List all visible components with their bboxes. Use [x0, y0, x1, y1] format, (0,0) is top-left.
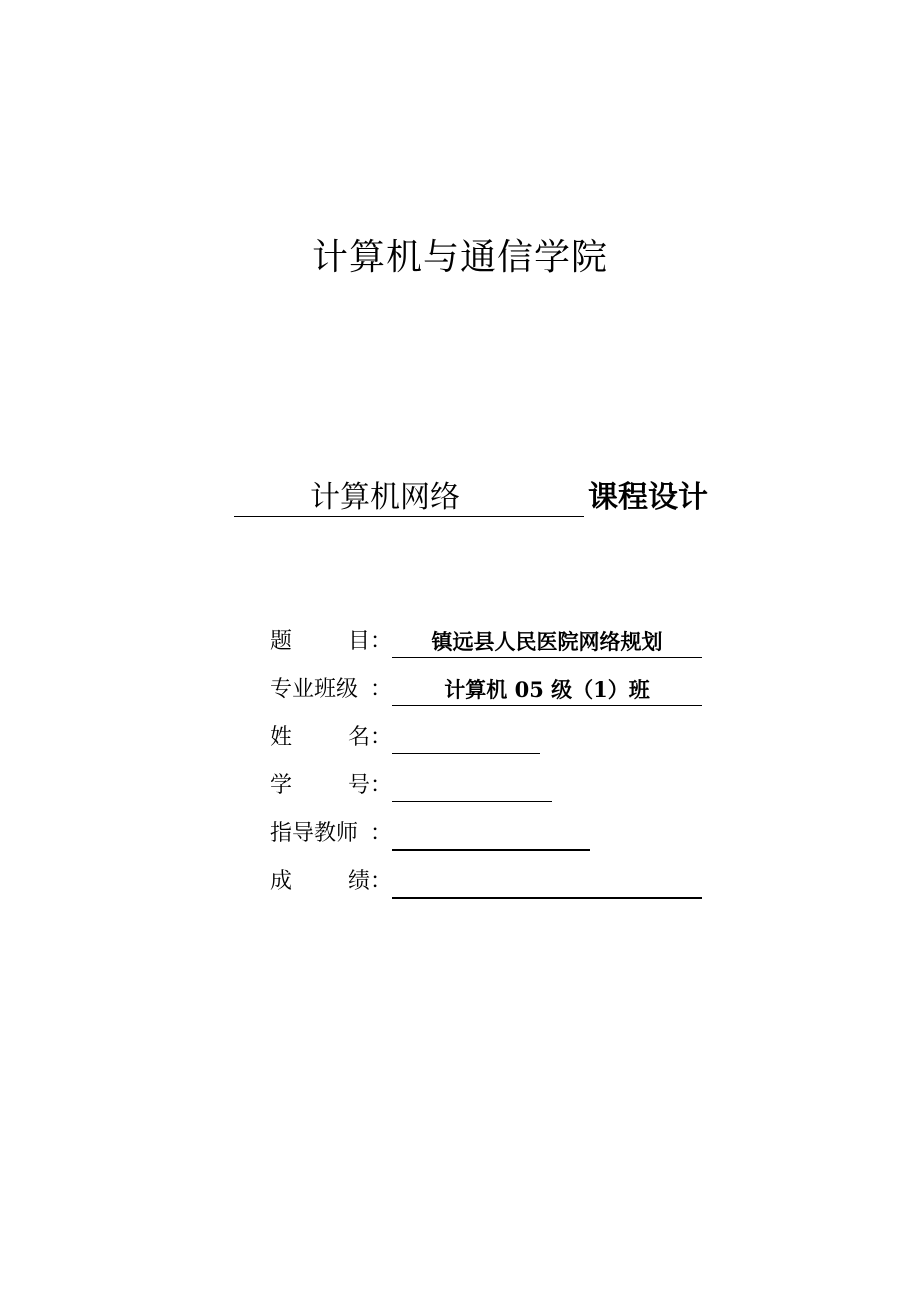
- course-name-blank: [234, 476, 584, 517]
- name-colon: ：: [370, 725, 393, 750]
- student-id-row: [270, 769, 710, 803]
- topic-colon: ：: [370, 629, 393, 654]
- advisor-row: [270, 817, 710, 851]
- class-label: 专业班级: [270, 677, 359, 702]
- name-label: 姓 名: [270, 725, 370, 750]
- grade-row: [270, 865, 710, 899]
- topic-row: [270, 625, 710, 659]
- advisor-label: 指导教师: [270, 821, 359, 846]
- name-blank: [392, 721, 540, 754]
- grade-colon: ：: [370, 869, 393, 894]
- grade-label: 成 绩: [270, 869, 370, 894]
- course-design-title: [234, 476, 734, 520]
- class-colon: ：: [370, 677, 393, 702]
- course-name: 计算机网络: [310, 480, 460, 515]
- course-design-suffix: 课程设计: [588, 480, 708, 515]
- topic-value: 镇远县人民医院网络规划: [392, 625, 702, 658]
- student-id-blank: [392, 769, 552, 802]
- college-name: 计算机与通信学院: [311, 237, 608, 278]
- advisor-blank: [392, 817, 590, 851]
- topic-label: 题 目: [270, 629, 370, 654]
- advisor-colon: ：: [370, 821, 393, 846]
- name-row: [270, 721, 710, 755]
- grade-blank: [392, 865, 702, 899]
- student-id-label: 学 号: [270, 773, 370, 798]
- student-id-colon: ：: [370, 773, 393, 798]
- class-value: 计算机 05 级（1）班: [392, 673, 702, 706]
- class-row: [270, 673, 710, 707]
